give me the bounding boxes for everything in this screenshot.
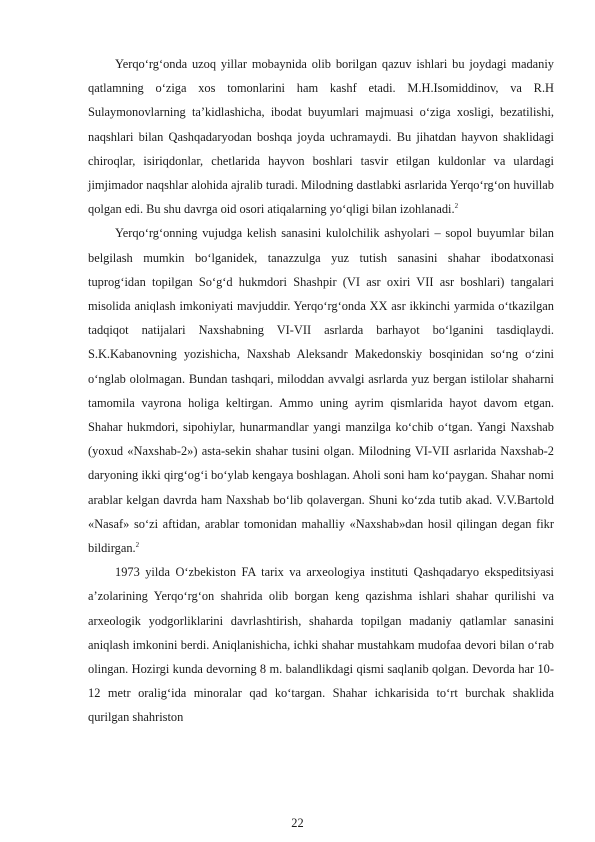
- footnote-marker-1: 2: [454, 202, 459, 211]
- paragraph-3: [88, 560, 554, 729]
- paragraph-3-text: 1973 yilda O‘zbekiston FA tarix va arxeologiya instituti Qashqadaryo ekspeditsiyasi a’zolarining Yerqo‘rg‘on shahrida olib borgan keng qazishma ishlari shahar qurilishi va arxeologik yodgorliklarini davrlashtirish, shaharda topilgan madaniy qatlamlar sanasini aniqlash imkonini berdi. Aniqlanishicha, ichki shahar mustahkam mudofaa devori bilan o‘rab olingan. Hozirgi kunda devorning 8 m. balandlikdagi qismi saqlanib qolgan. Devorda har 10-12 metr oralig‘ida minoralar qad ko‘targan. Shahar ichkarisida to‘rt burchak shaklida qurilgan shahriston: [88, 565, 554, 725]
- paragraph-2: [88, 221, 554, 560]
- paragraph-1-text: Yerqo‘rg‘onda uzoq yillar mobaynida olib borilgan qazuv ishlari bu joydagi madaniy qatlamning o‘ziga xos tomonlarini ham kashf etadi. M.H.Isomiddinov, va R.H Sulaymonovlarning ta’kidlashicha, ibodat buyumlari majmuasi o‘ziga xosligi, bezatilishi, naqshlari bilan Qashqadaryodan boshqa joyda uchramaydi. Bu jihatdan hayvon shaklidagi chiroqlar, isiriqdonlar, chetlarida hayvon boshlari tasvir etilgan kuldonlar va ulardagi jimjimador naqshlar alohida ajralib turadi. Milodning dastlabki asrlarida Yerqo‘rg‘on huvillab qolgan edi. Bu shu davrga oid osori atiqalarning yo‘qligi bilan izohlanadi.: [88, 57, 554, 217]
- footnote-marker-2: 2: [135, 540, 140, 549]
- paragraph-1: [88, 52, 554, 221]
- paragraph-2-text: Yerqo‘rg‘onning vujudga kelish sanasini kulolchilik ashyolari – sopol buyumlar bilan belgilash mumkin bo‘lganidek, tanazzulga yuz tutish sanasini shahar ibodatxonasi tuprog‘idan topilgan So‘g‘d hukmdori Shashpir (VI asr oxiri VII asr boshlari) tangalari misolida aniqlash imkoniyati mavjuddir. Yerqo‘rg‘onda XX asr ikkinchi yarmida o‘tkazilgan tadqiqot natijalari Naxshabning VI-VII asrlarda barhayot bo‘lganini tasdiqlaydi. S.K.Kabanovning yozishicha, Naxshab Aleksandr Makedonskiy bosqinidan so‘ng o‘zini o‘nglab ololmagan. Bundan tashqari, miloddan avvalgi asrlarda yuz bergan istilolar shaharni tamomila vayrona holiga keltirgan. Ammo uning ayrim qismlarida hayot davom etgan. Shahar hukmdori, sipohiylar, hunarmandlar yangi manzilga ko‘chib o‘tgan. Yangi Naxshab (yoxud «Naxshab-2») asta-sekin shahar tusini olgan. Milodning VI-VII asrlarida Naxshab-2 daryoning ikki qirg‘og‘i bo‘ylab kengaya boshlagan. Aholi soni ham ko‘paygan. Shahar nomi arablar kelgan davrda ham Naxshab bo‘lib qolavergan. Shuni ko‘zda tutib akad. V.V.Bartold «Nasaf» so‘zi aftidan, arablar tomonidan mahalliy «Naxshab»dan hosil qilingan degan fikr bildirgan.: [88, 226, 554, 556]
- page-number: 22: [291, 816, 304, 830]
- body-text: [88, 52, 554, 730]
